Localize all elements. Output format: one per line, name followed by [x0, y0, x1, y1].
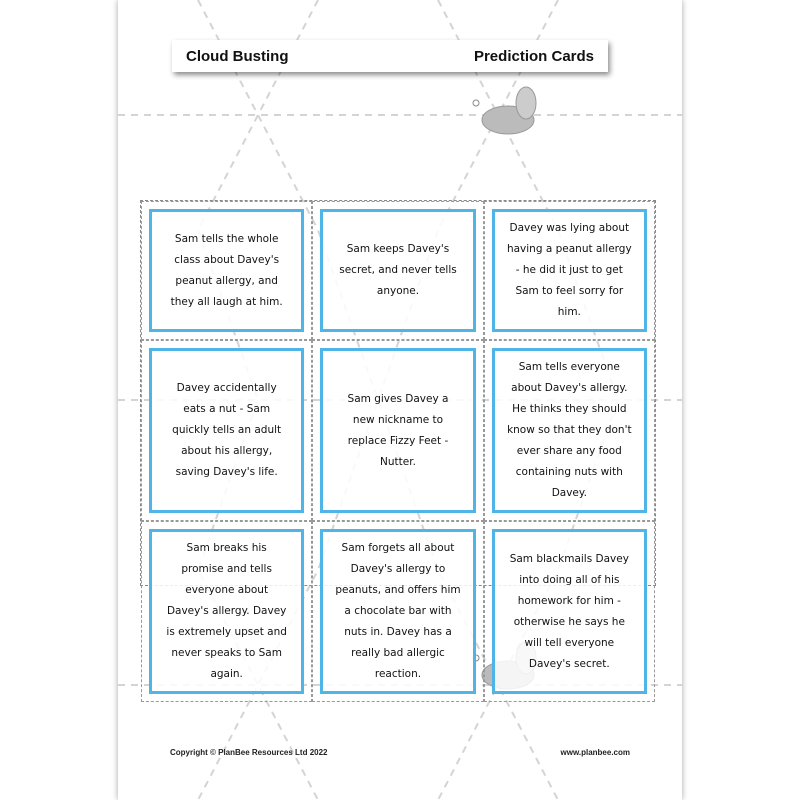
card-cell: [141, 340, 312, 521]
bee-icon: [468, 85, 558, 145]
worksheet-subtitle: Prediction Cards: [473, 47, 594, 65]
worksheet-title: Cloud Busting: [186, 47, 289, 65]
worksheet-page: [118, 0, 682, 800]
card-cell: [484, 521, 655, 702]
card-cell: [312, 201, 483, 340]
card-cell: [484, 201, 655, 340]
card-cell: [312, 521, 483, 702]
prediction-card: Sam tells everyone about Davey's allergy. He thinks they should know so that they don't ever share any food containing nuts with Davey.: [492, 348, 647, 513]
card-cell: [312, 340, 483, 521]
card-cell: [141, 201, 312, 340]
title-banner: [172, 40, 608, 72]
prediction-cards-grid: [140, 200, 656, 680]
prediction-card: Sam gives Davey a new nickname to replace Fizzy Feet - Nutter.: [320, 348, 475, 513]
prediction-card: Davey accidentally eats a nut - Sam quickly tells an adult about his allergy, saving Davey's life.: [149, 348, 304, 513]
website-link[interactable]: www.planbee.com: [560, 748, 630, 757]
copyright-text: Copyright © PlanBee Resources Ltd 2022: [170, 748, 328, 757]
prediction-card: Sam tells the whole class about Davey's peanut allergy, and they all laugh at him.: [149, 209, 304, 332]
card-cell: [484, 340, 655, 521]
prediction-card: Sam breaks his promise and tells everyone about Davey's allergy. Davey is extremely upset and never speaks to Sam again.: [149, 529, 304, 694]
prediction-card: Davey was lying about having a peanut allergy - he did it just to get Sam to feel sorry for him.: [492, 209, 647, 332]
prediction-card: Sam blackmails Davey into doing all of his homework for him - otherwise he says he will tell everyone Davey's secret.: [492, 529, 647, 694]
card-cell: [141, 521, 312, 702]
prediction-card: Sam forgets all about Davey's allergy to peanuts, and offers him a chocolate bar with nuts in. Davey has a really bad allergic reaction.: [320, 529, 475, 694]
prediction-card: Sam keeps Davey's secret, and never tells anyone.: [320, 209, 475, 332]
